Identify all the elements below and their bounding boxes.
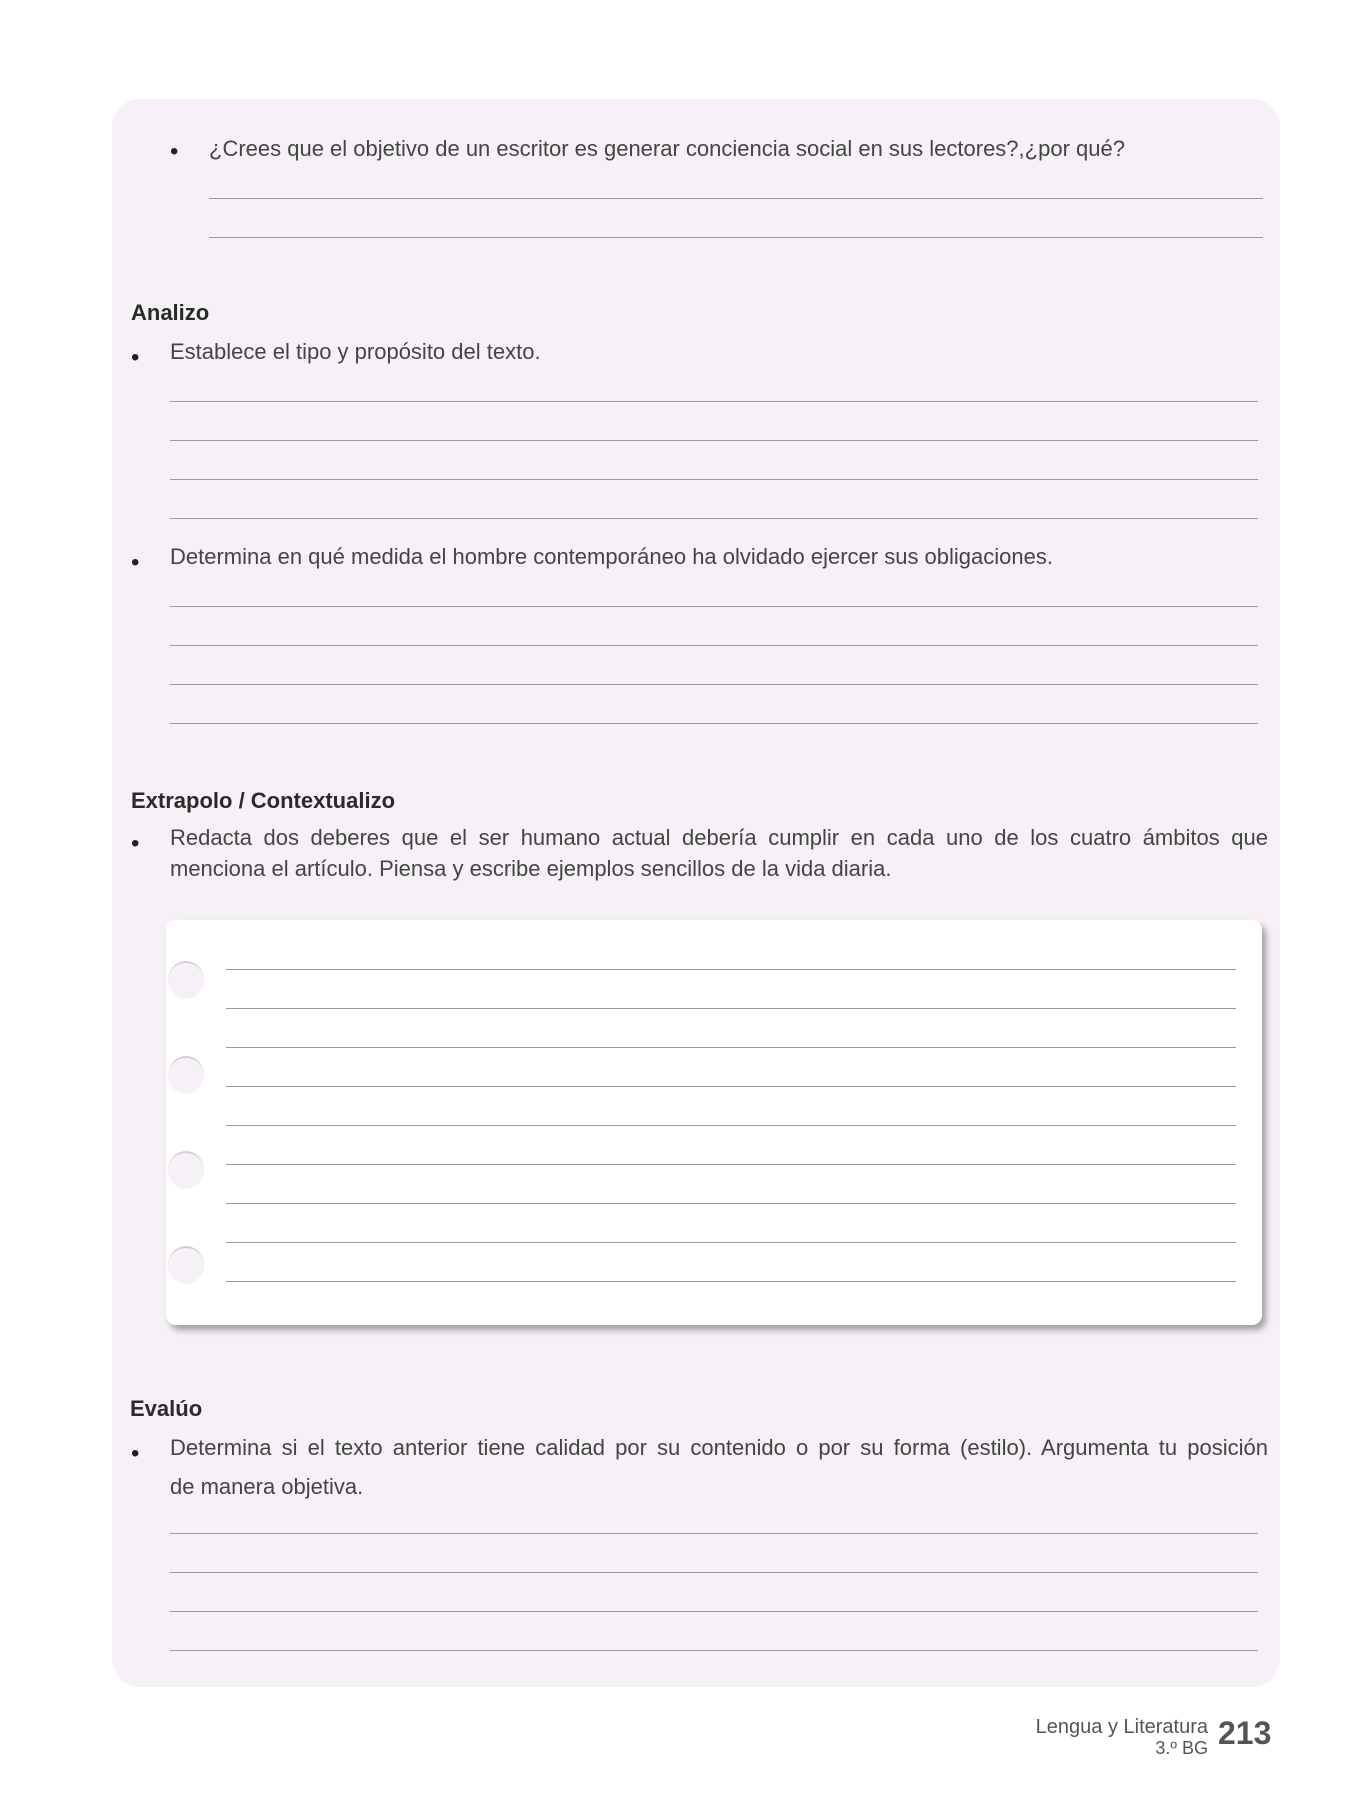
notebook-line[interactable] xyxy=(226,1203,1236,1204)
notebook-line[interactable] xyxy=(226,1047,1236,1048)
answer-line[interactable] xyxy=(209,237,1263,238)
notebook-line[interactable] xyxy=(226,1242,1236,1243)
notebook-line[interactable] xyxy=(226,969,1236,970)
notebook-ring xyxy=(168,1151,204,1189)
answer-line[interactable] xyxy=(170,479,1258,480)
answer-line[interactable] xyxy=(170,518,1258,519)
evaluo-question-line-2: de manera objetiva. xyxy=(170,1474,364,1499)
extrapolo-question-line-1: Redacta dos deberes que el ser humano actual debería cumplir en cada uno de los cuatro ámbitos que xyxy=(170,825,1268,850)
footer-subject: Lengua y Literatura xyxy=(1035,1716,1208,1738)
answer-line[interactable] xyxy=(170,1650,1258,1651)
answer-line[interactable] xyxy=(170,440,1258,441)
section-heading-extrapolo: Extrapolo / Contextualizo xyxy=(131,788,396,813)
extrapolo-question-line-2: menciona el artículo. Piensa y escribe ejemplos sencillos de la vida diaria. xyxy=(170,856,892,881)
answer-line[interactable] xyxy=(170,1533,1258,1534)
intro-question: ¿Crees que el objetivo de un escritor es generar conciencia social en sus lectores?,¿por qué? xyxy=(209,136,1125,161)
answer-line[interactable] xyxy=(170,401,1258,402)
notebook-line[interactable] xyxy=(226,1086,1236,1087)
bullet: • xyxy=(131,830,140,857)
section-heading-analizo: Analizo xyxy=(131,300,210,325)
answer-line[interactable] xyxy=(170,684,1258,685)
footer-course: 3.º BG xyxy=(1155,1738,1208,1758)
section-heading-evaluo: Evalúo xyxy=(130,1396,203,1421)
page-number: 213 xyxy=(1218,1715,1272,1751)
notebook-line[interactable] xyxy=(226,1125,1236,1126)
bullet: • xyxy=(131,1440,140,1467)
notebook-line[interactable] xyxy=(226,1008,1236,1009)
notebook-ring xyxy=(168,961,204,999)
bullet: • xyxy=(131,344,140,371)
bullet: • xyxy=(170,138,179,165)
answer-line[interactable] xyxy=(170,645,1258,646)
notebook-ring xyxy=(168,1056,204,1094)
analizo-question-2: Determina en qué medida el hombre contemporáneo ha olvidado ejercer sus obligaciones. xyxy=(170,544,1053,569)
answer-line[interactable] xyxy=(170,1572,1258,1573)
notebook-line[interactable] xyxy=(226,1164,1236,1165)
answer-line[interactable] xyxy=(170,1611,1258,1612)
evaluo-question-line-1: Determina si el texto anterior tiene calidad por su contenido o por su forma (estilo). Argumenta tu posición xyxy=(170,1435,1268,1460)
notebook-line[interactable] xyxy=(226,1281,1236,1282)
notebook-writing-area[interactable] xyxy=(166,920,1262,1325)
bullet: • xyxy=(131,549,140,576)
answer-line[interactable] xyxy=(170,606,1258,607)
notebook-ring xyxy=(168,1246,204,1284)
analizo-question-1: Establece el tipo y propósito del texto. xyxy=(170,339,541,364)
answer-line[interactable] xyxy=(170,723,1258,724)
answer-line[interactable] xyxy=(209,198,1263,199)
